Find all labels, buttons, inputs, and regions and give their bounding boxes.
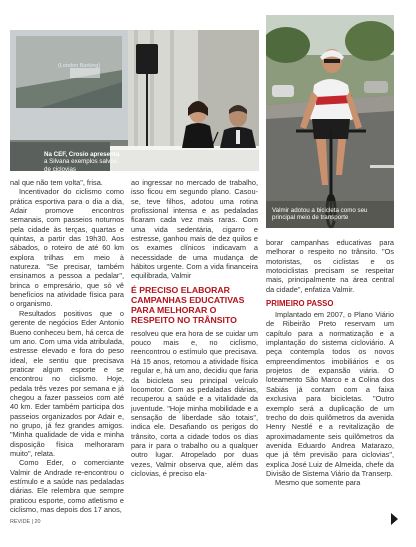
section-subheading: PRIMEIRO PASSO (266, 299, 334, 309)
page-footer (10, 519, 40, 525)
cyclist-photo-illustration (266, 15, 394, 228)
paragraph: Como Eder, o comerciante Valmir de Andrade re-encontrou o estímulo e a saúde nas pedaladas diárias. Ele relembra que sempre praticou esporte, como atletismo e ciclismo, mas depois dos 17 anos, (10, 458, 124, 515)
conference-photo (10, 30, 259, 171)
screen-text: (London Barking) (58, 63, 101, 69)
paragraph: Implantado em 2007, o Plano Viário de Ribeirão Preto reservam um capítulo para a normatização e a implantação do sistema cicloviário. A peça contempla todos os novos empreendimentos imobiliários e os projetos de expansão viária. O loteamento São Marco e a Colina dos Sabiás já contam com a faixa exclusiva para bicicletas. "Outro exemplo será a duplicação de um trecho do dois quilômetros da avenida Henry Nestlé e a revitalização de aproximadamente seis quilômetros da avenida Eduardo Andrea Matarazo, que já têm previsão para ciclovias", explica José Luiz de Almeida, chefe da Divisão de Sistema Viário da Transerp. (266, 310, 394, 478)
conference-photo-illustration (10, 30, 259, 171)
left-caption-lead: Na CEF, Crosio apresenta (44, 151, 120, 158)
paragraph: resolveu que era hora de se cuidar um pouco mais e, no ciclismo, reencontrou o estímulo que precisava. Há 15 anos, retomou a atividade física regular e, há um ano, decidiu que faria da bicicleta seu principal veículo locomotor. Com as pedaladas diárias, recuperou a saúde e a vitalidade da juventude. "Hoje minha mobilidade e a sensação de liberdade são totais", indica ele. Desafiando os perigos do trânsito, corta a cidade todos os dias para ir para o trabalho ou a qualquer outro lugar. Atropelado por duas vezes, Valmir observa que, além das ciclovias, é preciso ela- (131, 328, 258, 478)
next-arrow-icon[interactable] (391, 513, 398, 525)
right-photo-caption: Valmir adotou a bicicleta como seu principal meio de transporte (272, 207, 368, 222)
paragraph: Mesmo que somente para (275, 478, 361, 488)
page-number: 20 (34, 519, 41, 525)
article-column-1 (10, 178, 124, 514)
article-column-2 (131, 178, 258, 478)
left-photo-caption (44, 151, 124, 173)
cyclist-photo (266, 15, 394, 228)
article-column-3 (266, 238, 394, 488)
paragraph: nal que não tem volta", frisa. (10, 178, 103, 187)
paragraph: Resultados positivos que o gerente de negócios Eder Antonio Bueno conheceu bem, há cerca de um ano. Com uma vida atribulada, estresse elevado e fora do peso ideal, ele sentiu que precisava praticar algum esporte e se encontrou no ciclismo. Hoje, pedala três vezes por semana e já chegou a fazer passeios com até 40 km. Eder também participa dos passeios organizados por Adair e, no grupo, já fez grandes amigos. "Minha qualidade de vida e minha disposição física melhoraram muito", relata. (10, 308, 124, 458)
left-caption-text: a Silvana exemplos salvos de ciclovias (44, 158, 117, 173)
paragraph: ao ingressar no mercado de trabalho, isso ficou em segundo plano. Casou-se, teve filhos, adotou uma rotina profissional intensa e as pedaladas ficaram cada vez mais raras. Com uma vida sedentária, cigarro e estresse, ganhou mais de dez quilos e os exames clínicos indicavam a necessidade de uma mudança de hábitos urgente. Com a vida financeira equilibrada, Valmir (131, 178, 258, 281)
pull-quote-headline: É PRECISO ELABORAR CAMPANHAS EDUCATIVAS PARA MELHORAR O RESPEITO NO TRÂNSITO (131, 284, 245, 325)
publication-name: REVIDE (10, 519, 31, 525)
paragraph: Incentivador do ciclismo como prática esportiva para o dia a dia, Adair promove encontros semanais, com passeios noturnos pela cidade às terças, quartas e quintas, a partir das 19h30. Aos sábados, o roteiro de até 60 km explora trilhas em meio à natureza. "Se precisar, também ensinamos a pessoa a pedalar", brinca o empresário, que só vê benefícios na atividade física para o organismo. (10, 187, 124, 309)
footer-separator: | (31, 519, 33, 525)
paragraph: borar campanhas educativas para melhorar o respeito no trânsito. "Os motoristas, os ciclistas e os motociclistas precisam se respeitar mais, principalmente na área central da cidade", enfatiza Valmir. (266, 238, 394, 294)
